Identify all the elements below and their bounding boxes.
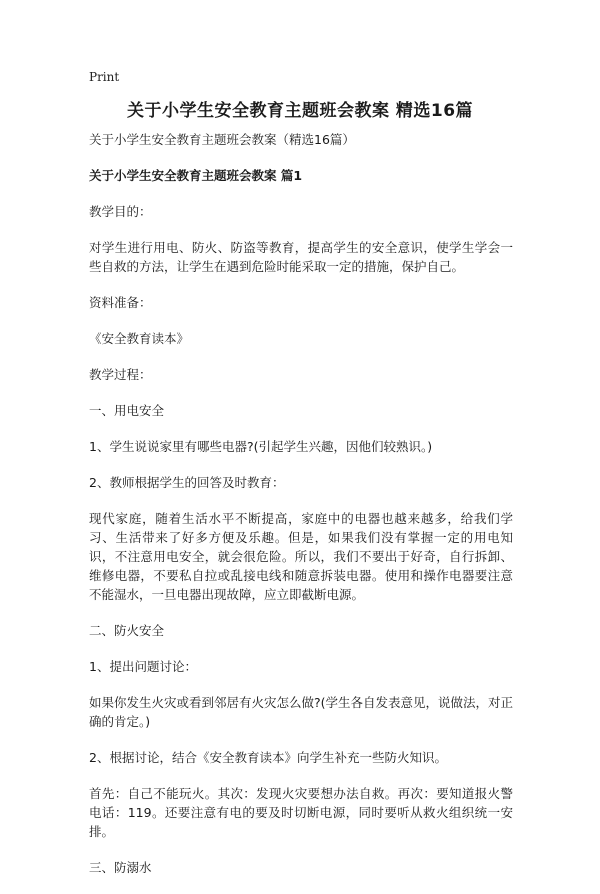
document-body	[89, 130, 513, 894]
part2-item1: 1、提出问题讨论：	[89, 659, 197, 674]
part2-body: 首先：自己不能玩火。其次：发现火灾要想办法自救。再次：要知道报火警电话：119。还要注意有电的要及时切断电源，同时要听从救火组织统一安排。	[89, 786, 513, 839]
part2-heading: 二、防火安全	[89, 623, 165, 638]
materials-label: 资料准备：	[89, 295, 152, 310]
part2-question: 如果你发生火灾或看到邻居有火灾怎么做?(学生各自发表意见，说做法，对正确的肯定。)	[89, 695, 514, 729]
page-title: 关于小学生安全教育主题班会教案 精选16篇	[126, 101, 474, 121]
part2-item2: 2、根据讨论，结合《安全教育读本》向学生补充一些防火知识。	[89, 750, 447, 765]
part1-item1: 1、学生说说家里有哪些电器?(引起学生兴趣，因他们较熟识。)	[89, 439, 433, 454]
materials-text: 《安全教育读本》	[89, 331, 190, 346]
goal-label: 教学目的：	[89, 204, 152, 219]
section-heading: 关于小学生安全教育主题班会教案 篇1	[89, 168, 303, 183]
part1-heading: 一、用电安全	[89, 403, 165, 418]
print-label: Print	[89, 70, 120, 84]
document-subtitle: 关于小学生安全教育主题班会教案（精选16篇）	[89, 132, 355, 147]
part3-heading: 三、防溺水	[89, 860, 152, 875]
process-label: 教学过程：	[89, 367, 152, 382]
part1-body: 现代家庭，随着生活水平不断提高，家庭中的电器也越来越多，给我们学习、生活带来了好多方便及乐趣。但是，如果我们没有掌握一定的用电知识，不注意用电安全，就会很危险。所以，我们不要出于好奇，自行拆卸、维修电器，不要私自拉或乱接电线和随意拆装电器。使用和操作电器要注意不能湿水，一旦电器出现故障，应立即截断电源。	[89, 511, 513, 602]
goal-text: 对学生进行用电、防火、防盗等教育，提高学生的安全意识，使学生学会一些自救的方法，让学生在遇到危险时能采取一定的措施，保护自己。	[89, 240, 513, 274]
part1-item2: 2、教师根据学生的回答及时教育：	[89, 475, 285, 490]
